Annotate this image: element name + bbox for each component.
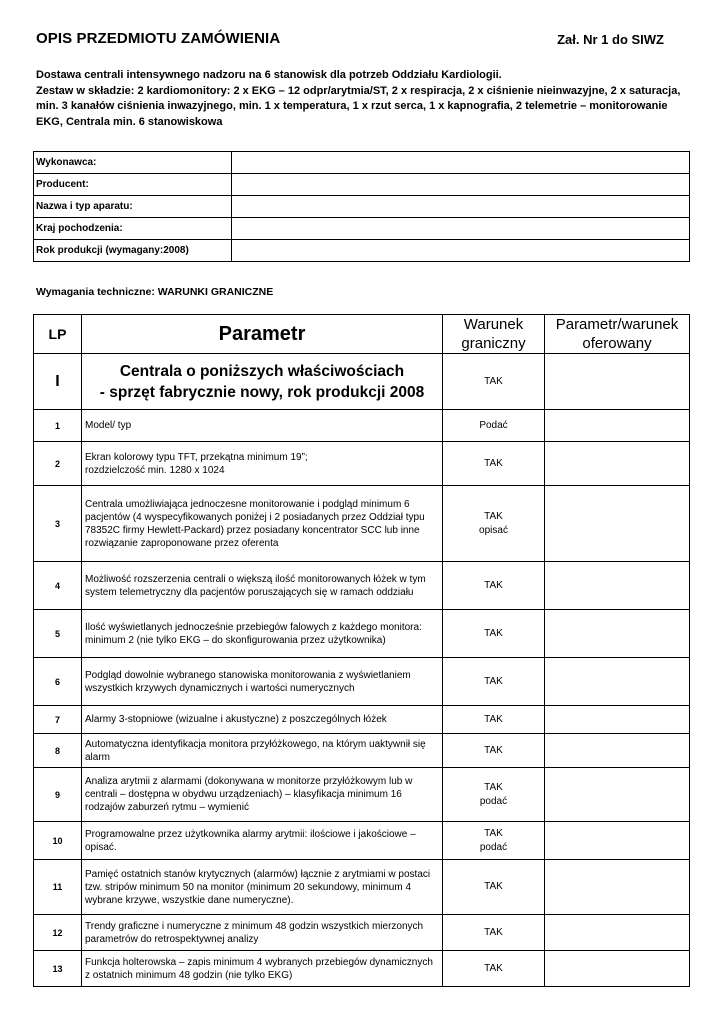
requirement-value: Podać [479,419,508,431]
info-value-cell[interactable] [232,240,690,262]
table-row [34,562,690,610]
header-lp: LP [34,315,82,354]
info-value-cell[interactable] [232,152,690,174]
requirement-value: TAK [484,627,503,639]
row-parameter: Ekran kolorowy typu TFT, przekątna minimum 19”; rozdzielczość min. 1280 x 1024 [82,442,443,486]
info-row [34,152,690,174]
row-offered-cell[interactable] [545,442,690,486]
row-offered-cell[interactable] [545,610,690,658]
row-offered-cell[interactable] [545,734,690,768]
section-requirement: TAK [443,354,545,410]
row-offered-cell[interactable] [545,658,690,706]
section-title-line-2: - sprzęt fabrycznie nowy, rok produkcji 2008 [99,383,425,401]
row-lp: 2 [34,442,82,486]
header-parametr: Parametr [82,315,443,354]
section-lp: I [34,354,82,410]
row-lp: 13 [34,951,82,987]
row-parameter: Centrala umożliwiająca jednoczesne monitorowanie i podgląd minimum 6 pacjentów (4 wyspecyfikowanych poniżej i 2 posiadanych przez Oddział typu 78352C firmy Hewlett-Packard) przez posiadany koncentrator SCC lub inne rozwiązanie zaproponowane przez oferenta [82,486,443,562]
row-parameter: Ilość wyświetlanych jednocześnie przebiegów falowych z każdego monitora: minimum 2 (nie tylko EKG – do skonfigurowania przez użytkownika) [82,610,443,658]
requirement-value: TAK [484,827,503,839]
requirement-value: podać [479,841,508,853]
info-label: Nazwa i typ aparatu: [34,196,232,218]
table-row [34,610,690,658]
header-warunek: Warunek graniczny [443,315,545,354]
header-oferowany: Parametr/warunek oferowany [545,315,690,354]
row-offered-cell[interactable] [545,860,690,915]
requirement-value: TAK [484,713,503,725]
row-parameter: Automatyczna identyfikacja monitora przyłóżkowego, na którym uaktywnił się alarm [82,734,443,768]
requirement-value: TAK [484,675,503,687]
row-lp: 6 [34,658,82,706]
row-offered-cell[interactable] [545,822,690,860]
intro-text [36,68,686,130]
row-requirement [443,768,545,822]
table-row [34,486,690,562]
row-lp: 5 [34,610,82,658]
requirement-value: TAK [484,962,503,974]
table-row [34,442,690,486]
annex-label: Zał. Nr 1 do SIWZ [557,32,664,47]
table-row [34,915,690,951]
info-value-cell[interactable] [232,174,690,196]
info-label: Rok produkcji (wymagany:2008) [34,240,232,262]
requirement-value: TAK [484,510,503,522]
row-requirement [443,822,545,860]
row-requirement [443,610,545,658]
table-header-row [34,315,690,354]
table-row [34,860,690,915]
info-row [34,240,690,262]
row-offered-cell[interactable] [545,768,690,822]
row-lp: 9 [34,768,82,822]
row-requirement [443,442,545,486]
section-title-line-1: Centrala o poniższych właściwościach [119,362,405,380]
requirements-table [33,314,690,987]
table-row [34,658,690,706]
row-parameter: Pamięć ostatnich stanów krytycznych (alarmów) łącznie z arytmiami w postaci tzw. stripów minimum 50 na monitor (minimum 20 sekundowy, minimum 4 wybrane krzywe, wszystkie dane numeryczne). [82,860,443,915]
info-label: Kraj pochodzenia: [34,218,232,240]
section-row [34,354,690,410]
row-lp: 10 [34,822,82,860]
info-label: Wykonawca: [34,152,232,174]
row-lp: 7 [34,706,82,734]
row-requirement [443,915,545,951]
intro-line-2: Zestaw w składzie: 2 kardiomonitory: 2 x EKG – 12 odpr/arytmia/ST, 2 x respiracja, 2 x ciśnienie nieinwazyjne, 2 x saturacja, min. 3 kanałów ciśnienia inwazyjnego, min. 1 x temperatura, 1 x rzut serca, 1 x kapnografia, 2 telemetrie – monitorowanie EKG, Centrala min. 6 stanowiskowa [36,84,681,128]
row-offered-cell[interactable] [545,562,690,610]
row-offered-cell[interactable] [545,915,690,951]
row-requirement [443,706,545,734]
requirement-value: TAK [484,579,503,591]
row-lp: 11 [34,860,82,915]
requirement-value: opisać [479,524,508,536]
row-requirement [443,486,545,562]
row-parameter: Analiza arytmii z alarmami (dokonywana w monitorze przyłóżkowym lub w centrali – dostępna w obydwu urządzeniach) – klasyfikacja minimum 16 rodzajów zaburzeń rytmu – wymienić [82,768,443,822]
row-parameter: Model/ typ [82,410,443,442]
intro-line-1: Dostawa centrali intensywnego nadzoru na 6 stanowisk dla potrzeb Oddziału Kardiologii. [36,69,502,81]
requirement-value: podać [479,795,508,807]
row-parameter: Trendy graficzne i numeryczne z minimum 48 godzin wszystkich mierzonych parametrów do retrospektywnej analizy [82,915,443,951]
table-row [34,768,690,822]
table-row [34,822,690,860]
row-lp: 3 [34,486,82,562]
row-requirement [443,658,545,706]
info-value-cell[interactable] [232,218,690,240]
row-parameter: Programowalne przez użytkownika alarmy arytmii: ilościowe i jakościowe – opisać. [82,822,443,860]
row-lp: 4 [34,562,82,610]
info-table [33,151,690,262]
info-value-cell[interactable] [232,196,690,218]
row-parameter: Podgląd dowolnie wybranego stanowiska monitorowania z wyświetlaniem wszystkich krzywych dynamicznych i wartości numerycznych [82,658,443,706]
table-row [34,951,690,987]
requirement-value: TAK [484,926,503,938]
section-offered-cell[interactable] [545,354,690,410]
row-offered-cell[interactable] [545,410,690,442]
info-row [34,218,690,240]
row-lp: 1 [34,410,82,442]
row-offered-cell[interactable] [545,706,690,734]
info-row [34,174,690,196]
row-requirement [443,734,545,768]
requirement-value: TAK [484,781,503,793]
requirement-value: TAK [484,881,503,892]
row-offered-cell[interactable] [545,486,690,562]
info-row [34,196,690,218]
row-offered-cell[interactable] [545,951,690,987]
row-parameter: Funkcja holterowska – zapis minimum 4 wybranych przebiegów dynamicznych z ostatnich minimum 48 godzin (nie tylko EKG) [82,951,443,987]
row-lp: 8 [34,734,82,768]
info-label: Producent: [34,174,232,196]
document-title: OPIS PRZEDMIOTU ZAMÓWIENIA [36,30,281,47]
row-requirement [443,951,545,987]
requirements-heading: Wymagania techniczne: WARUNKI GRANICZNE [36,286,274,298]
row-requirement [443,860,545,915]
row-parameter: Alarmy 3-stopniowe (wizualne i akustyczne) z poszczególnych łóżek [82,706,443,734]
requirement-value: TAK [484,744,503,756]
row-requirement [443,410,545,442]
table-row [34,734,690,768]
row-lp: 12 [34,915,82,951]
requirement-value: TAK [484,457,503,469]
section-title [82,354,443,410]
table-row [34,410,690,442]
table-row [34,706,690,734]
row-parameter: Możliwość rozszerzenia centrali o większą ilość monitorowanych łóżek w tym system telemetryczny dla pacjentów poruszających się w ramach oddziału [82,562,443,610]
row-requirement [443,562,545,610]
